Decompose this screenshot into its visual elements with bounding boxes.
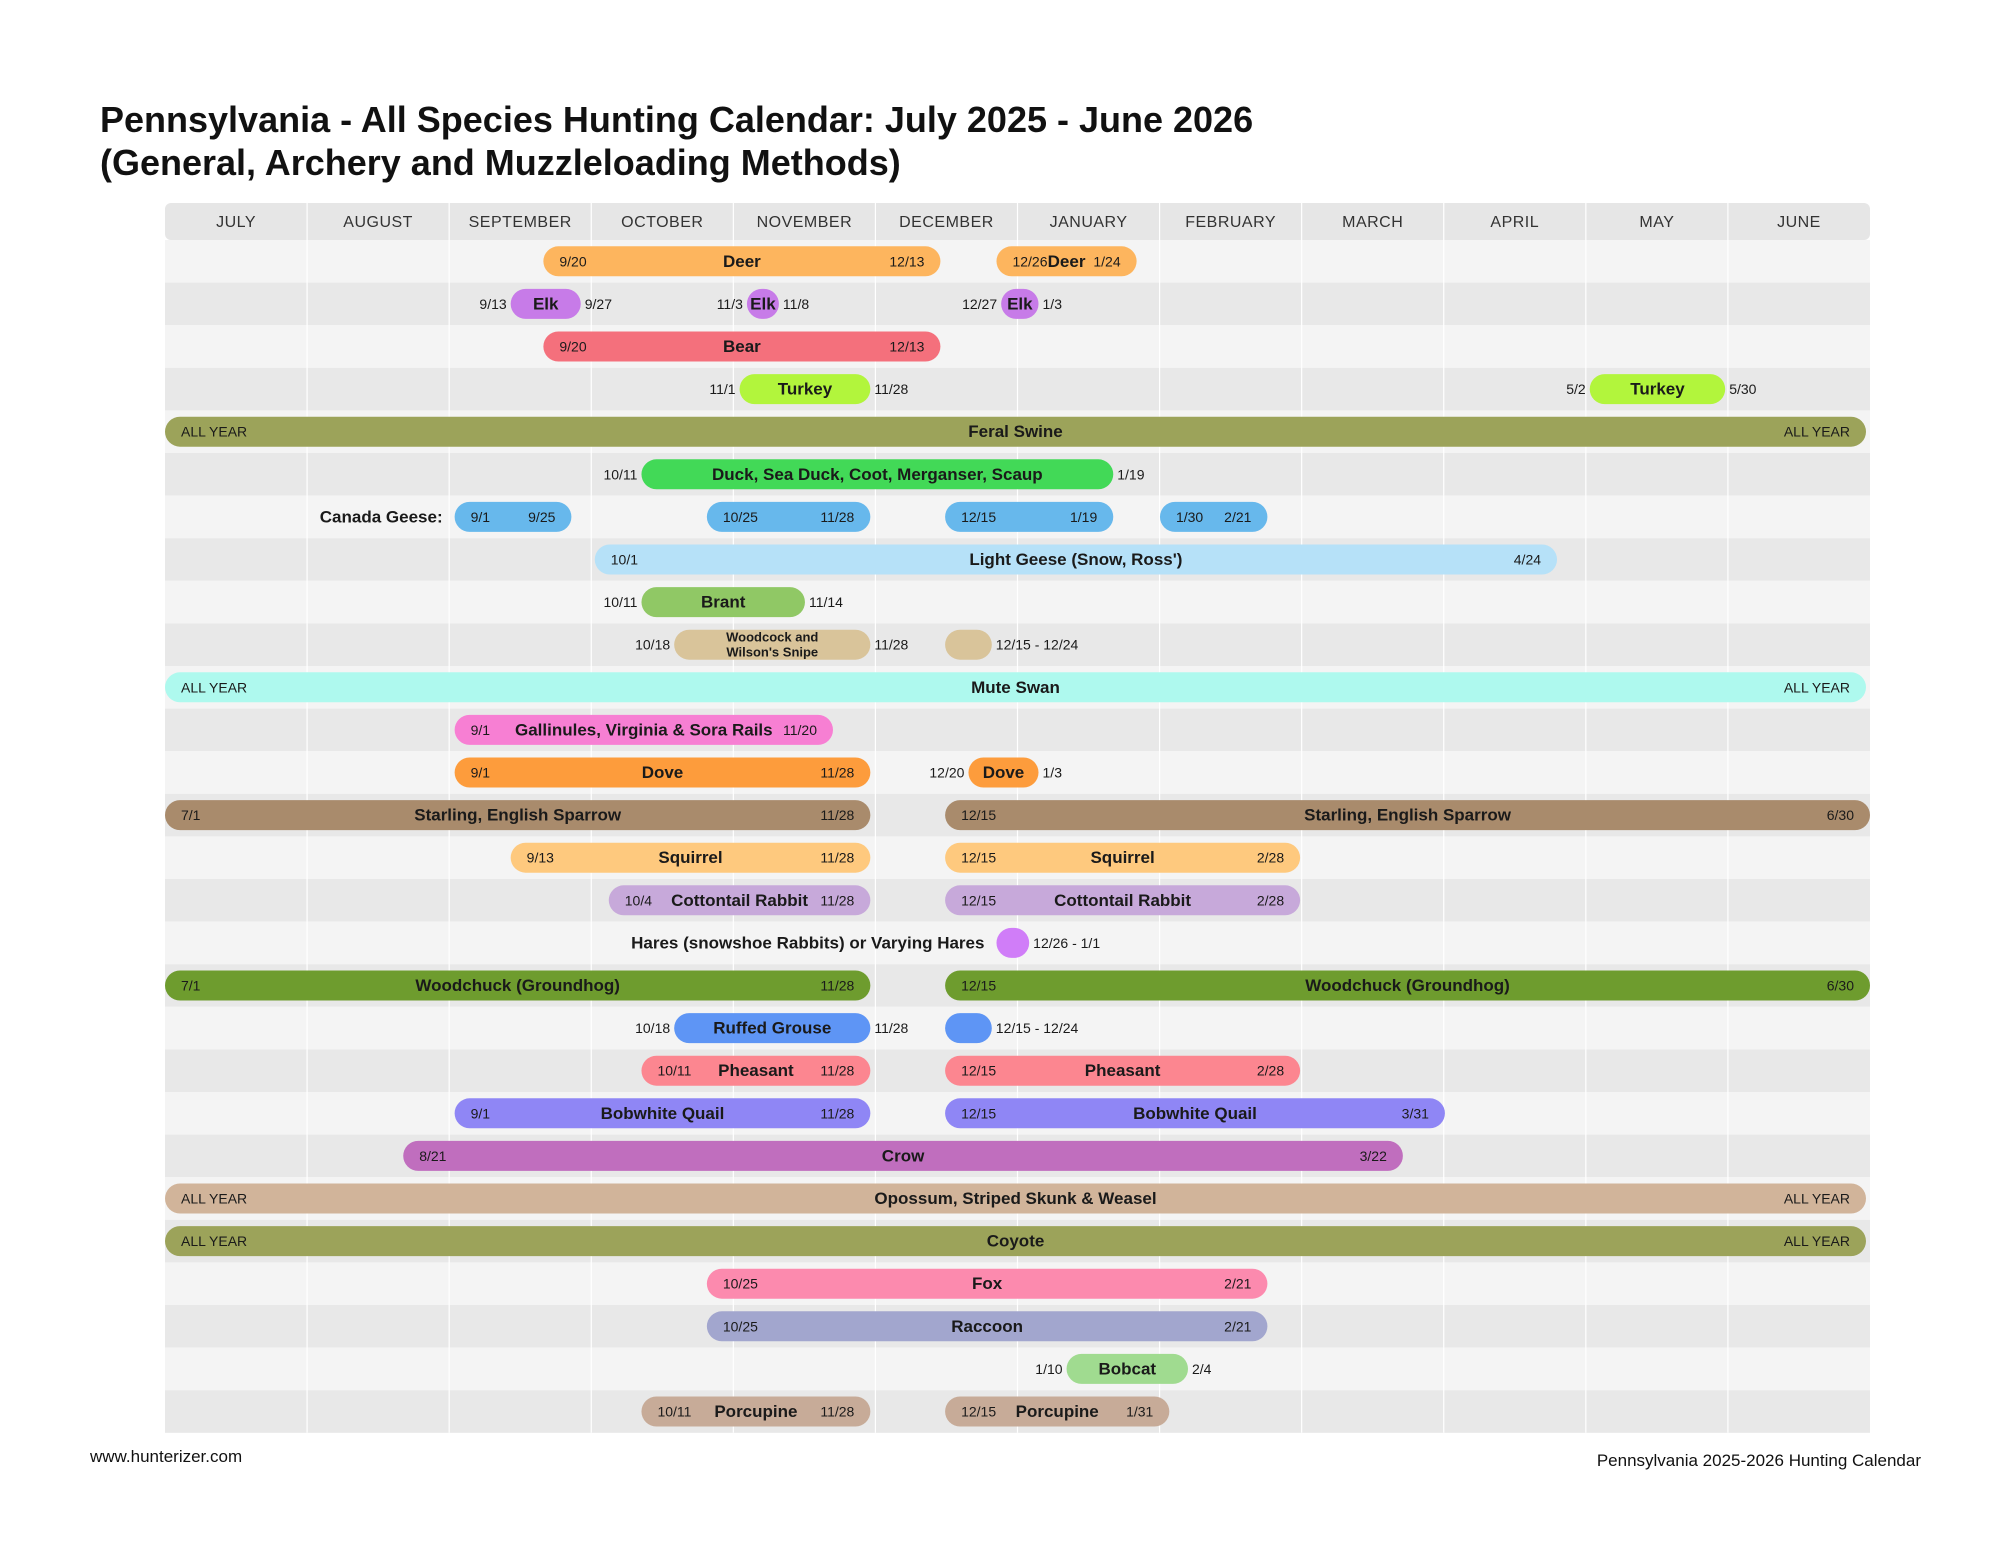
season-name: Pheasant <box>718 1061 794 1081</box>
start-date-label: 10/25 <box>722 1275 758 1292</box>
season-name: Woodchuck (Groundhog) <box>1305 976 1510 995</box>
season-name: Squirrel <box>1090 848 1155 868</box>
start-date-label: 12/20 <box>929 764 965 781</box>
season-name: Gallinules, Virginia & Sora Rails <box>514 720 773 740</box>
end-date-label: 11/28 <box>820 977 855 994</box>
end-date-label: 11/20 <box>782 721 817 738</box>
start-date-label: 12/15 <box>961 1062 997 1079</box>
start-date-label: 12/15 <box>961 508 997 525</box>
season-name: Elk <box>750 294 776 314</box>
month-label: JUNE <box>1777 214 1821 231</box>
start-date-label: 10/1 <box>610 551 639 568</box>
end-date-label: 1/3 <box>1042 295 1062 312</box>
end-date-label: 2/21 <box>1224 1318 1252 1335</box>
month-label: AUGUST <box>343 214 413 231</box>
hunting-calendar-chart <box>165 203 1870 1436</box>
footer-caption: Pennsylvania 2025-2026 Hunting Calendar <box>1596 1451 1921 1470</box>
season-name: Mute Swan <box>971 677 1060 697</box>
start-date-label: 10/11 <box>657 1062 692 1079</box>
month-label: OCTOBER <box>621 214 704 231</box>
month-label: MARCH <box>1342 214 1404 231</box>
start-date-label: 9/20 <box>559 338 587 355</box>
start-date-label: 10/25 <box>722 1318 758 1335</box>
end-date-label: 1/19 <box>1070 508 1098 525</box>
footer-website[interactable]: www.hunterizer.com <box>90 1447 243 1466</box>
end-date-label: 12/13 <box>889 338 925 355</box>
season-name: Woodchuck (Groundhog) <box>415 976 620 995</box>
end-date-label: 11/28 <box>874 636 909 653</box>
month-label: FEBRUARY <box>1185 214 1277 231</box>
start-date-label: 10/18 <box>635 1020 671 1037</box>
start-date-label: 8/21 <box>419 1147 447 1164</box>
start-date-label: 7/1 <box>181 807 201 824</box>
season-name: Pheasant <box>1084 1061 1161 1081</box>
season-name: Coyote <box>986 1231 1045 1251</box>
season-name: Porcupine <box>1015 1402 1099 1421</box>
end-date-label: 11/8 <box>782 295 810 312</box>
end-date-label: 2/28 <box>1256 892 1285 909</box>
end-date-label: 11/28 <box>820 849 855 866</box>
season-name: Dove <box>641 763 684 782</box>
start-date-label: 9/20 <box>559 253 587 270</box>
start-date-label: 9/1 <box>470 1105 491 1122</box>
start-date-label: 12/15 <box>961 977 997 994</box>
start-date-label: 10/4 <box>624 892 653 909</box>
end-date-label: 1/19 <box>1117 466 1145 483</box>
start-date-label: 10/11 <box>657 1403 692 1420</box>
start-date-label: ALL YEAR <box>181 679 248 696</box>
start-date-label: 9/1 <box>470 508 491 525</box>
title-line-2: (General, Archery and Muzzleloading Methods) <box>100 142 901 183</box>
start-date-label: 12/15 <box>961 807 997 824</box>
start-date-label: 11/1 <box>709 381 736 398</box>
end-date-label: 2/21 <box>1224 1275 1252 1292</box>
start-date-label: 12/15 <box>961 1105 997 1122</box>
start-date-label: 12/15 <box>961 1403 997 1420</box>
end-date-label: 9/27 <box>584 295 612 312</box>
start-date-label: 12/15 <box>961 892 997 909</box>
end-date-label: 11/28 <box>820 1062 855 1079</box>
end-date-label: 2/21 <box>1224 508 1252 525</box>
month-label: DECEMBER <box>899 214 994 231</box>
date-range-label: 12/26 - 1/1 <box>1033 934 1101 951</box>
season-name: Starling, English Sparrow <box>1304 805 1511 825</box>
end-date-label: 11/14 <box>808 594 843 611</box>
end-date-label: 2/4 <box>1192 1360 1212 1377</box>
end-date-label: 4/24 <box>1513 551 1542 568</box>
season-name: Woodcock and <box>726 629 819 645</box>
month-label: JULY <box>216 214 257 231</box>
start-date-label: 12/26 <box>1012 253 1048 270</box>
season-name: Porcupine <box>714 1402 798 1421</box>
season-name: Bear <box>722 337 761 356</box>
date-range-label: 12/15 - 12/24 <box>995 1020 1079 1037</box>
season-name: Bobwhite Quail <box>1133 1103 1257 1123</box>
season-name: Deer <box>722 251 761 271</box>
start-date-label: 10/11 <box>603 594 638 611</box>
end-date-label: 11/28 <box>874 381 909 398</box>
end-date-label: ALL YEAR <box>1783 679 1850 696</box>
start-date-label: 9/1 <box>470 764 491 781</box>
season-name: Crow <box>881 1146 925 1166</box>
month-label: MAY <box>1639 214 1675 231</box>
start-date-label: 1/10 <box>1035 1360 1063 1377</box>
end-date-label: 1/3 <box>1042 764 1062 781</box>
season-name: Feral Swine <box>968 422 1063 442</box>
season-bar <box>945 630 992 660</box>
season-name: Squirrel <box>658 848 723 868</box>
season-name: Elk <box>1007 294 1033 314</box>
season-name: Dove <box>982 763 1025 782</box>
start-date-label: 5/2 <box>1566 381 1586 398</box>
season-name: Opossum, Striped Skunk & Weasel <box>874 1189 1157 1208</box>
end-date-label: 11/28 <box>820 807 855 824</box>
start-date-label: 1/30 <box>1175 508 1204 525</box>
date-range-label: 12/15 - 12/24 <box>995 636 1079 653</box>
end-date-label: 11/28 <box>820 764 855 781</box>
end-date-label: 3/31 <box>1401 1105 1429 1122</box>
season-name: Deer <box>1047 251 1086 271</box>
start-date-label: 10/25 <box>722 508 758 525</box>
start-date-label: 7/1 <box>181 977 201 994</box>
month-label: NOVEMBER <box>756 214 853 231</box>
end-date-label: ALL YEAR <box>1783 1190 1850 1207</box>
season-name: Bobcat <box>1098 1359 1157 1379</box>
season-name: Ruffed Grouse <box>713 1018 832 1038</box>
season-name: Wilson's Snipe <box>726 644 819 660</box>
season-name: Duck, Sea Duck, Coot, Merganser, Scaup <box>712 464 1043 484</box>
end-date-label: 11/28 <box>820 1403 855 1420</box>
end-date-label: 2/28 <box>1256 1062 1285 1079</box>
season-name: Elk <box>532 294 559 314</box>
season-name: Fox <box>972 1274 1003 1294</box>
end-date-label: 11/28 <box>874 1020 909 1037</box>
end-date-label: 1/24 <box>1093 253 1121 270</box>
month-label: SEPTEMBER <box>468 214 572 231</box>
start-date-label: ALL YEAR <box>181 1190 248 1207</box>
end-date-label: ALL YEAR <box>1783 1233 1850 1250</box>
season-name: Light Geese (Snow, Ross') <box>969 550 1183 569</box>
season-name: Turkey <box>777 379 833 399</box>
season-name: Brant <box>701 592 746 612</box>
end-date-label: 1/31 <box>1126 1403 1154 1420</box>
season-name: Raccoon <box>951 1316 1024 1336</box>
end-date-label: 2/28 <box>1256 849 1285 866</box>
end-date-label: 6/30 <box>1826 977 1854 994</box>
start-date-label: 9/13 <box>479 295 507 312</box>
start-date-label: 12/15 <box>961 849 997 866</box>
end-date-label: 12/13 <box>889 253 925 270</box>
start-date-label: 10/18 <box>635 636 671 653</box>
month-label: JANUARY <box>1049 214 1128 231</box>
season-name: Cottontail Rabbit <box>671 890 809 910</box>
title-line-1: Pennsylvania - All Species Hunting Calendar: July 2025 - June 2026 <box>100 99 1254 140</box>
season-name: Cottontail Rabbit <box>1054 890 1192 910</box>
row-label: Canada Geese: <box>319 507 443 527</box>
end-date-label: 3/22 <box>1359 1147 1387 1164</box>
season-bar <box>996 928 1029 958</box>
row-label: Hares (snowshoe Rabbits) or Varying Hares <box>631 933 985 953</box>
end-date-label: 6/30 <box>1826 807 1854 824</box>
end-date-label: 11/28 <box>820 508 855 525</box>
start-date-label: 10/11 <box>603 466 638 483</box>
season-bar <box>945 1013 992 1043</box>
start-date-label: 12/27 <box>962 295 998 312</box>
start-date-label: ALL YEAR <box>181 1233 248 1250</box>
end-date-label: 9/25 <box>528 508 556 525</box>
month-label: APRIL <box>1490 214 1540 231</box>
start-date-label: 11/3 <box>716 295 743 312</box>
page-title <box>100 98 1700 184</box>
season-name: Turkey <box>1630 379 1685 399</box>
start-date-label: 9/13 <box>526 849 554 866</box>
season-name: Starling, English Sparrow <box>414 805 622 825</box>
season-name: Bobwhite Quail <box>600 1103 725 1123</box>
end-date-label: 5/30 <box>1729 381 1757 398</box>
start-date-label: ALL YEAR <box>181 423 248 440</box>
end-date-label: 11/28 <box>820 1105 855 1122</box>
end-date-label: 11/28 <box>820 892 855 909</box>
end-date-label: ALL YEAR <box>1783 423 1850 440</box>
start-date-label: 9/1 <box>470 721 491 738</box>
